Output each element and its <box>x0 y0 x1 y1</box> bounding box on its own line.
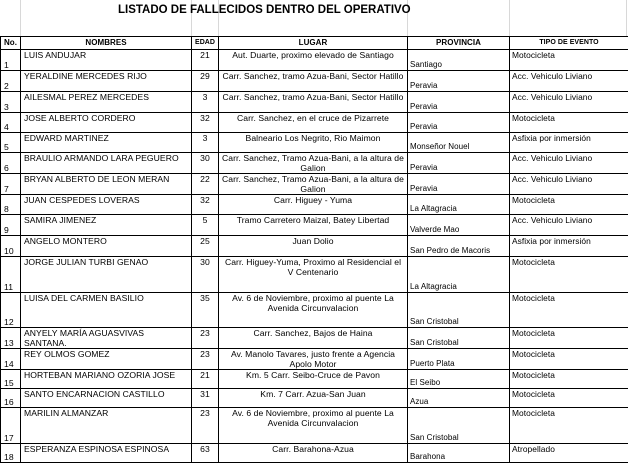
lugar-cell: Carr. Barahona-Azua <box>219 444 408 463</box>
nombre-cell: MARILIN ALMANZAR <box>21 408 192 444</box>
table-row <box>1 236 628 257</box>
edad-cell: 23 <box>192 328 219 349</box>
nombre-cell: ESPERANZA ESPINOSA ESPINOSA <box>21 444 192 463</box>
row-number: 11 <box>1 257 21 293</box>
edad-cell: 22 <box>192 174 219 195</box>
lugar-cell: Carr. Sanchez, tramo Azua-Bani, Sector Hatillo <box>219 71 408 92</box>
nombre-cell: SANTO ENCARNACION CASTILLO <box>21 389 192 408</box>
nombre-cell: LUISA DEL CARMEN BASILIO <box>21 293 192 328</box>
provincia-cell: Puerto Plata <box>408 349 510 370</box>
lugar-cell: Av. Manolo Tavares, justo frente a Agencia Apolo Motor <box>219 349 408 370</box>
header-no: No. <box>1 37 21 50</box>
header-lugar: LUGAR <box>219 37 408 50</box>
tipo-evento-cell: Motocicleta <box>510 257 628 293</box>
provincia-cell: Valverde Mao <box>408 215 510 236</box>
nombre-cell: ANYELY MARÍA AGUASVIVAS SANTANA. <box>21 328 192 349</box>
lugar-cell: Carr. Higuey - Yuma <box>219 195 408 215</box>
nombre-cell: JUAN CESPEDES LOVERAS <box>21 195 192 215</box>
provincia-cell: La Altagracia <box>408 195 510 215</box>
edad-cell: 21 <box>192 370 219 389</box>
provincia-cell: San Pedro de Macoris <box>408 236 510 257</box>
deceased-table <box>0 36 628 463</box>
edad-cell: 31 <box>192 389 219 408</box>
lugar-cell: Carr. Sanchez, Tramo Azua-Bani, a la altura de Galion <box>219 174 408 195</box>
row-number: 10 <box>1 236 21 257</box>
table-row <box>1 444 628 463</box>
table-row <box>1 133 628 153</box>
provincia-cell: Barahona <box>408 444 510 463</box>
header-edad: EDAD <box>192 37 219 50</box>
provincia-cell: Peravia <box>408 92 510 113</box>
nombre-cell: BRYAN ALBERTO DE LEON MERAN <box>21 174 192 195</box>
tipo-evento-cell: Motocicleta <box>510 113 628 133</box>
table-row <box>1 113 628 133</box>
table-row <box>1 370 628 389</box>
tipo-evento-cell: Asfixia por inmersión <box>510 236 628 257</box>
lugar-cell: Carr. Sanchez, Tramo Azua-Bani, a la altura de Galion <box>219 153 408 174</box>
table-row <box>1 71 628 92</box>
lugar-cell: Av. 6 de Noviembre, proximo al puente La Avenida Circunvalacion <box>219 408 408 444</box>
nombre-cell: REY OLMOS GOMEZ <box>21 349 192 370</box>
row-number: 12 <box>1 293 21 328</box>
table-row <box>1 195 628 215</box>
edad-cell: 5 <box>192 215 219 236</box>
edad-cell: 32 <box>192 113 219 133</box>
nombre-cell: AILESMAL PEREZ MERCEDES <box>21 92 192 113</box>
provincia-cell: Santiago <box>408 50 510 71</box>
lugar-cell: Km. 5 Carr. Seibo-Cruce de Pavon <box>219 370 408 389</box>
tipo-evento-cell: Acc. Vehiculo Liviano <box>510 71 628 92</box>
nombre-cell: JORGE JULIAN TURBI GENAO <box>21 257 192 293</box>
row-number: 7 <box>1 174 21 195</box>
row-number: 2 <box>1 71 21 92</box>
table-row <box>1 50 628 71</box>
lugar-cell: Juan Dolio <box>219 236 408 257</box>
row-number: 18 <box>1 444 21 463</box>
lugar-cell: Balneario Los Negrito, Rio Maimon <box>219 133 408 153</box>
provincia-cell: Peravia <box>408 113 510 133</box>
edad-cell: 35 <box>192 293 219 328</box>
tipo-evento-cell: Acc. Vehiculo Liviano <box>510 174 628 195</box>
edad-cell: 21 <box>192 50 219 71</box>
tipo-evento-cell: Atropellado <box>510 444 628 463</box>
provincia-cell: Peravia <box>408 174 510 195</box>
table-row <box>1 92 628 113</box>
provincia-cell: San Cristobal <box>408 328 510 349</box>
lugar-cell: Km. 7 Carr. Azua-San Juan <box>219 389 408 408</box>
sheet-title-text: LISTADO DE FALLECIDOS DENTRO DEL OPERATIVO <box>118 4 411 16</box>
nombre-cell: YERALDINE MERCEDES RIJO <box>21 71 192 92</box>
row-number: 8 <box>1 195 21 215</box>
header-nombres: NOMBRES <box>21 37 192 50</box>
row-number: 16 <box>1 389 21 408</box>
edad-cell: 30 <box>192 153 219 174</box>
provincia-cell: La Altagracia <box>408 257 510 293</box>
table-row <box>1 257 628 293</box>
table-row <box>1 328 628 349</box>
edad-cell: 32 <box>192 195 219 215</box>
lugar-cell: Carr. Sanchez, Bajos de Haina <box>219 328 408 349</box>
lugar-cell: Carr. Sanchez, en el cruce de Pizarrete <box>219 113 408 133</box>
edad-cell: 29 <box>192 71 219 92</box>
lugar-cell: Carr. Higuey-Yuma, Proximo al Residencial el V Centenario <box>219 257 408 293</box>
sheet-title <box>0 0 628 20</box>
provincia-cell: Peravia <box>408 153 510 174</box>
tipo-evento-cell: Asfixia por inmersión <box>510 133 628 153</box>
tipo-evento-cell: Motocicleta <box>510 408 628 444</box>
nombre-cell: BRAULIO ARMANDO LARA PEGUERO <box>21 153 192 174</box>
table-row <box>1 349 628 370</box>
lugar-cell: Av. 6 de Noviembre, proximo al puente La Avenida Circunvalacion <box>219 293 408 328</box>
nombre-cell: EDWARD MARTINEZ <box>21 133 192 153</box>
header-provincia: PROVINCIA <box>408 37 510 50</box>
nombre-cell: ANGELO MONTERO <box>21 236 192 257</box>
tipo-evento-cell: Motocicleta <box>510 195 628 215</box>
edad-cell: 63 <box>192 444 219 463</box>
tipo-evento-cell: Motocicleta <box>510 370 628 389</box>
row-number: 14 <box>1 349 21 370</box>
row-number: 13 <box>1 328 21 349</box>
tipo-evento-cell: Motocicleta <box>510 349 628 370</box>
table-row <box>1 293 628 328</box>
nombre-cell: JOSE ALBERTO CORDERO <box>21 113 192 133</box>
tipo-evento-cell: Motocicleta <box>510 293 628 328</box>
tipo-evento-cell: Motocicleta <box>510 50 628 71</box>
row-number: 9 <box>1 215 21 236</box>
edad-cell: 3 <box>192 133 219 153</box>
table-row <box>1 174 628 195</box>
nombre-cell: HORTEBAN MARIANO OZORIA JOSE <box>21 370 192 389</box>
row-number: 3 <box>1 92 21 113</box>
edad-cell: 23 <box>192 349 219 370</box>
row-number: 1 <box>1 50 21 71</box>
row-number: 6 <box>1 153 21 174</box>
nombre-cell: LUIS ANDUJAR <box>21 50 192 71</box>
tipo-evento-cell: Acc. Vehiculo Liviano <box>510 215 628 236</box>
table-body <box>1 50 628 463</box>
tipo-evento-cell: Motocicleta <box>510 389 628 408</box>
tipo-evento-cell: Acc. Vehiculo Liviano <box>510 92 628 113</box>
provincia-cell: El Seibo <box>408 370 510 389</box>
row-number: 15 <box>1 370 21 389</box>
table-row <box>1 389 628 408</box>
table-row <box>1 215 628 236</box>
tipo-evento-cell: Motocicleta <box>510 328 628 349</box>
lugar-cell: Tramo Carretero Maizal, Batey Libertad <box>219 215 408 236</box>
provincia-cell: Peravia <box>408 71 510 92</box>
lugar-cell: Carr. Sanchez, tramo Azua-Bani, Sector Hatillo <box>219 92 408 113</box>
table-header-row <box>1 37 628 50</box>
provincia-cell: San Cristobal <box>408 408 510 444</box>
lugar-cell: Aut. Duarte, proximo elevado de Santiago <box>219 50 408 71</box>
provincia-cell: San Cristobal <box>408 293 510 328</box>
row-number: 5 <box>1 133 21 153</box>
provincia-cell: Azua <box>408 389 510 408</box>
table-row <box>1 408 628 444</box>
tipo-evento-cell: Acc. Vehiculo Liviano <box>510 153 628 174</box>
edad-cell: 30 <box>192 257 219 293</box>
table-row <box>1 153 628 174</box>
provincia-cell: Monseñor Nouel <box>408 133 510 153</box>
nombre-cell: SAMIRA JIMENEZ <box>21 215 192 236</box>
edad-cell: 3 <box>192 92 219 113</box>
row-number: 4 <box>1 113 21 133</box>
edad-cell: 23 <box>192 408 219 444</box>
header-tipo: TIPO DE EVENTO <box>510 37 628 50</box>
edad-cell: 25 <box>192 236 219 257</box>
row-number: 17 <box>1 408 21 444</box>
